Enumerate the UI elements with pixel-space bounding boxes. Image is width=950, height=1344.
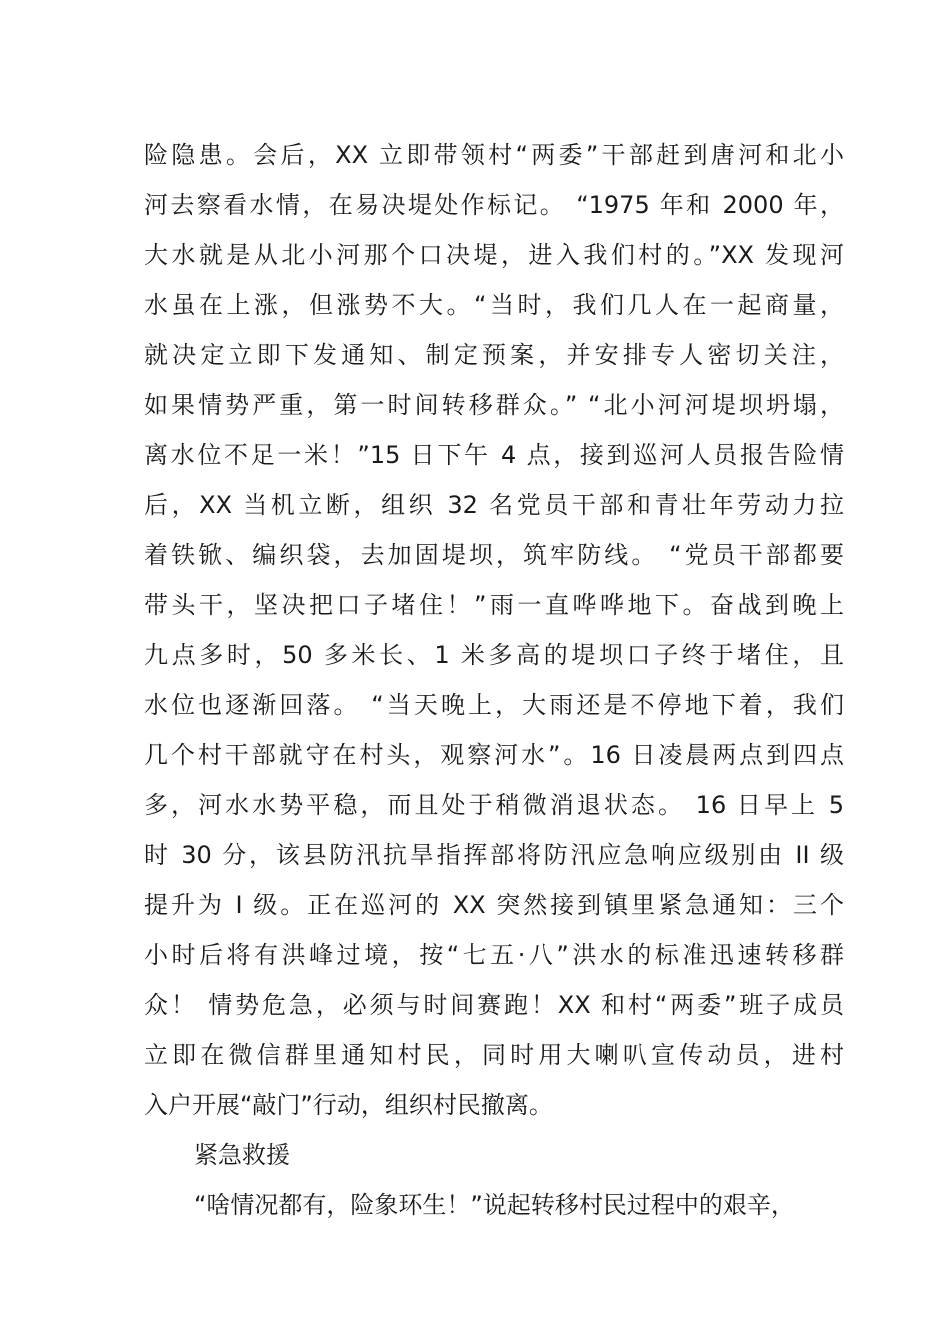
text-line: 河去察看水情，在易决堤处作标记。 “1975 年和 2000 年， — [144, 191, 844, 219]
text-line: 离水位不足一米！”15 日下午 4 点，接到巡河人员报告险情 — [144, 441, 844, 469]
text-line: 时 30 分，该县防汛抗旱指挥部将防汛应急响应级别由 II 级 — [144, 841, 844, 869]
text-line: 小时后将有洪峰过境，按“七五·八”洪水的标准迅速转移群 — [144, 941, 844, 969]
text-line: 水位也逐渐回落。 “当天晚上，大雨还是不停地下着，我们 — [144, 691, 844, 719]
text-line: 着铁锨、编织袋，去加固堤坝，筑牢防线。 “党员干部都要 — [144, 541, 844, 569]
text-line: 就决定立即下发通知、制定预案，并安排专人密切关注， — [144, 341, 844, 369]
text-line: 多，河水水势平稳，而且处于稍微消退状态。 16 日早上 5 — [144, 791, 844, 819]
section-heading: 紧急救援 — [194, 1141, 290, 1169]
text-line: 立即在微信群里通知村民，同时用大喇叭宣传动员，进村 — [144, 1041, 844, 1069]
text-line: 险隐患。会后，XX 立即带领村“两委”干部赶到唐河和北小 — [144, 141, 844, 169]
text-line: 后，XX 当机立断，组织 32 名党员干部和青壮年劳动力拉 — [144, 491, 844, 519]
text-line: 提升为 I 级。正在巡河的 XX 突然接到镇里紧急通知：三个 — [144, 891, 844, 919]
text-line: 几个村干部就守在村头，观察河水”。16 日凌晨两点到四点 — [144, 741, 844, 769]
text-line: 如果情势严重，第一时间转移群众。” “北小河河堤坝坍塌， — [144, 391, 844, 419]
text-line: 九点多时，50 多米长、1 米多高的堤坝口子终于堵住，且 — [144, 641, 844, 669]
text-line: “啥情况都有，险象环生！”说起转移村民过程中的艰辛， — [194, 1191, 795, 1219]
text-line: 入户开展“敲门”行动，组织村民撤离。 — [144, 1091, 553, 1119]
text-line: 大水就是从北小河那个口决堤，进入我们村的。”XX 发现河 — [144, 241, 844, 269]
text-line: 众！ 情势危急，必须与时间赛跑！XX 和村“两委”班子成员 — [144, 991, 844, 1019]
body-text — [144, 130, 844, 1230]
text-line: 带头干，坚决把口子堵住！”雨一直哗哗地下。奋战到晚上 — [144, 591, 844, 619]
text-line: 水虽在上涨，但涨势不大。“当时，我们几人在一起商量， — [144, 291, 844, 319]
